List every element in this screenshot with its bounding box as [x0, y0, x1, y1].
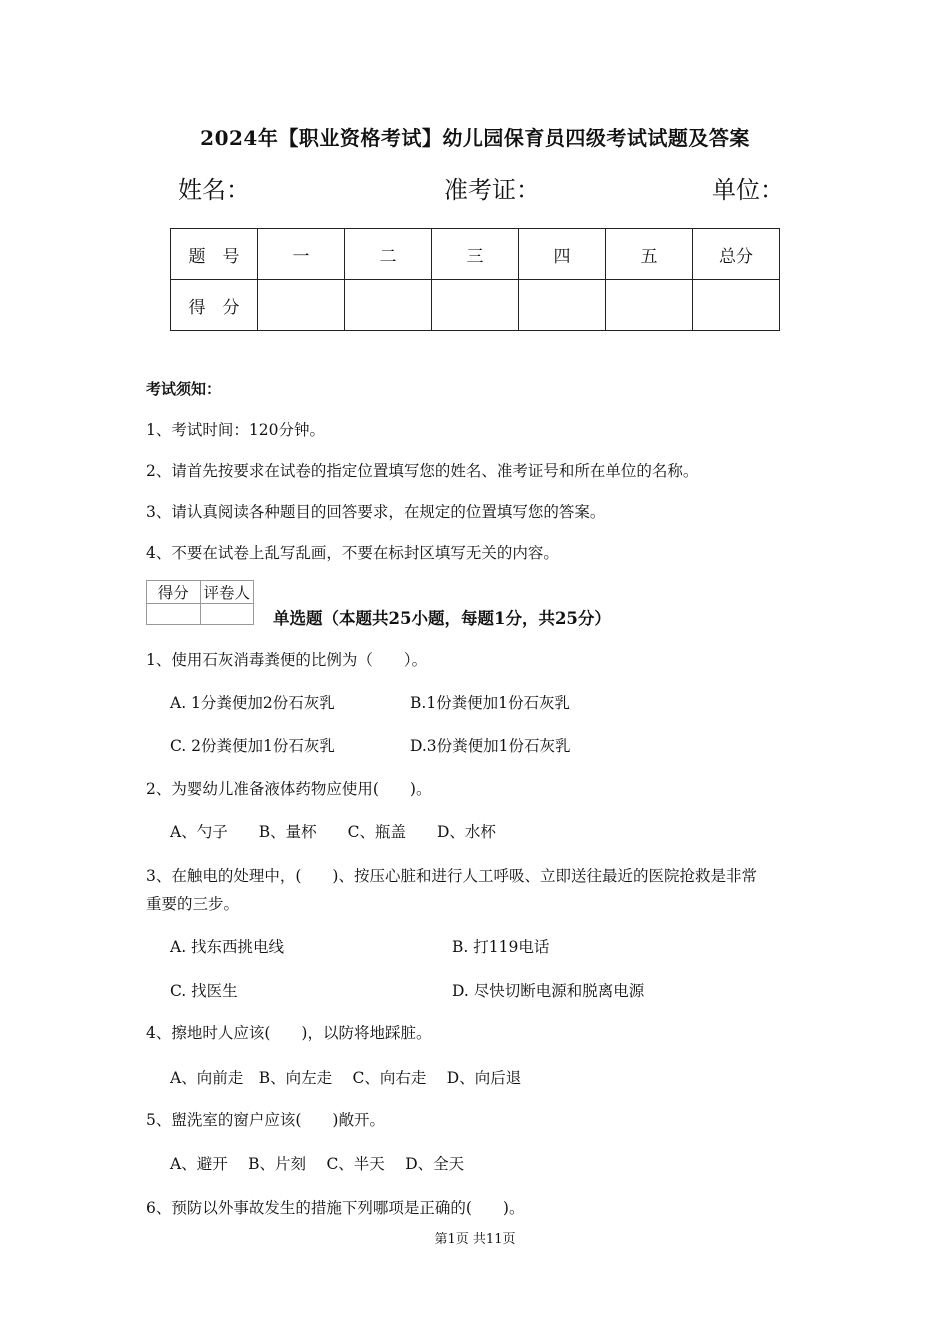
- notice-item: 1、考试时间：120分钟。: [146, 421, 325, 439]
- grader-score-cell[interactable]: [147, 604, 201, 625]
- notice-item: 2、请首先按要求在试卷的指定位置填写您的姓名、准考证号和所在单位的名称。: [146, 462, 699, 480]
- grader-reviewer-label: 评卷人: [200, 581, 254, 604]
- question-option[interactable]: D.3份粪便加1份石灰乳: [410, 737, 571, 755]
- question-options-line[interactable]: A、向前走 B、向左走 C、向右走 D、向后退: [170, 1069, 522, 1087]
- score-table: [170, 228, 780, 331]
- score-cell-empty[interactable]: [606, 280, 693, 331]
- page-footer: 第1页 共11页: [434, 1232, 516, 1247]
- notice-item: 4、不要在试卷上乱写乱画，不要在标封区填写无关的内容。: [146, 544, 559, 562]
- score-cell-empty[interactable]: [519, 280, 606, 331]
- grader-box: [146, 580, 254, 625]
- score-cell-empty[interactable]: [432, 280, 519, 331]
- question-option[interactable]: C. 2份粪便加1份石灰乳: [170, 737, 335, 755]
- question-option[interactable]: A. 找东西挑电线: [170, 938, 285, 956]
- score-cell-header: 三: [432, 229, 519, 280]
- question-stem-continued: 重要的三步。: [146, 895, 240, 913]
- score-cell-empty[interactable]: [693, 280, 780, 331]
- score-table-score-row: [171, 280, 780, 331]
- score-cell-header: 一: [258, 229, 345, 280]
- grader-reviewer-cell[interactable]: [200, 604, 254, 625]
- question-stem: 3、在触电的处理中，( )、按压心脏和进行人工呼吸、立即送往最近的医院抢救是非常: [146, 867, 757, 885]
- question-option[interactable]: B. 打119电话: [452, 938, 550, 956]
- question-stem: 1、使用石灰消毒粪便的比例为（ ）。: [146, 651, 428, 669]
- score-table-header-row: [171, 229, 780, 280]
- unit-field-label: 单位：: [712, 176, 784, 204]
- question-stem: 4、擦地时人应该( )，以防将地踩脏。: [146, 1024, 432, 1042]
- score-cell-header: 题 号: [171, 229, 258, 280]
- question-option[interactable]: B.1份粪便加1份石灰乳: [410, 694, 571, 712]
- question-option[interactable]: D. 尽快切断电源和脱离电源: [452, 982, 645, 1000]
- score-cell-header: 总分: [693, 229, 780, 280]
- section-title: 单选题（本题共25小题，每题1分，共25分）: [273, 609, 611, 628]
- score-cell-header: 五: [606, 229, 693, 280]
- exam-number-field-label: 准考证：: [444, 176, 540, 204]
- score-cell-empty[interactable]: [258, 280, 345, 331]
- score-row-label: 得 分: [171, 280, 258, 331]
- question-options-line[interactable]: A、避开 B、片刻 C、半天 D、全天: [170, 1155, 465, 1173]
- notice-item: 3、请认真阅读各种题目的回答要求，在规定的位置填写您的答案。: [146, 503, 606, 521]
- grader-score-label: 得分: [147, 581, 201, 604]
- question-stem: 2、为婴幼儿准备液体药物应使用( )。: [146, 780, 432, 798]
- question-options-line[interactable]: A、勺子 B、量杯 C、瓶盖 D、水杯: [170, 823, 496, 841]
- score-cell-header: 二: [345, 229, 432, 280]
- question-option[interactable]: C. 找医生: [170, 982, 238, 1000]
- question-stem: 5、盥洗室的窗户应该( )敞开。: [146, 1111, 385, 1129]
- name-field-label: 姓名：: [178, 176, 250, 204]
- question-stem: 6、预防以外事故发生的措施下列哪项是正确的( )。: [146, 1199, 525, 1217]
- page-title: 2024年【职业资格考试】幼儿园保育员四级考试试题及答案: [200, 126, 750, 150]
- notice-heading: 考试须知：: [146, 380, 222, 398]
- score-cell-empty[interactable]: [345, 280, 432, 331]
- score-cell-header: 四: [519, 229, 606, 280]
- question-option[interactable]: A. 1分粪便加2份石灰乳: [170, 694, 335, 712]
